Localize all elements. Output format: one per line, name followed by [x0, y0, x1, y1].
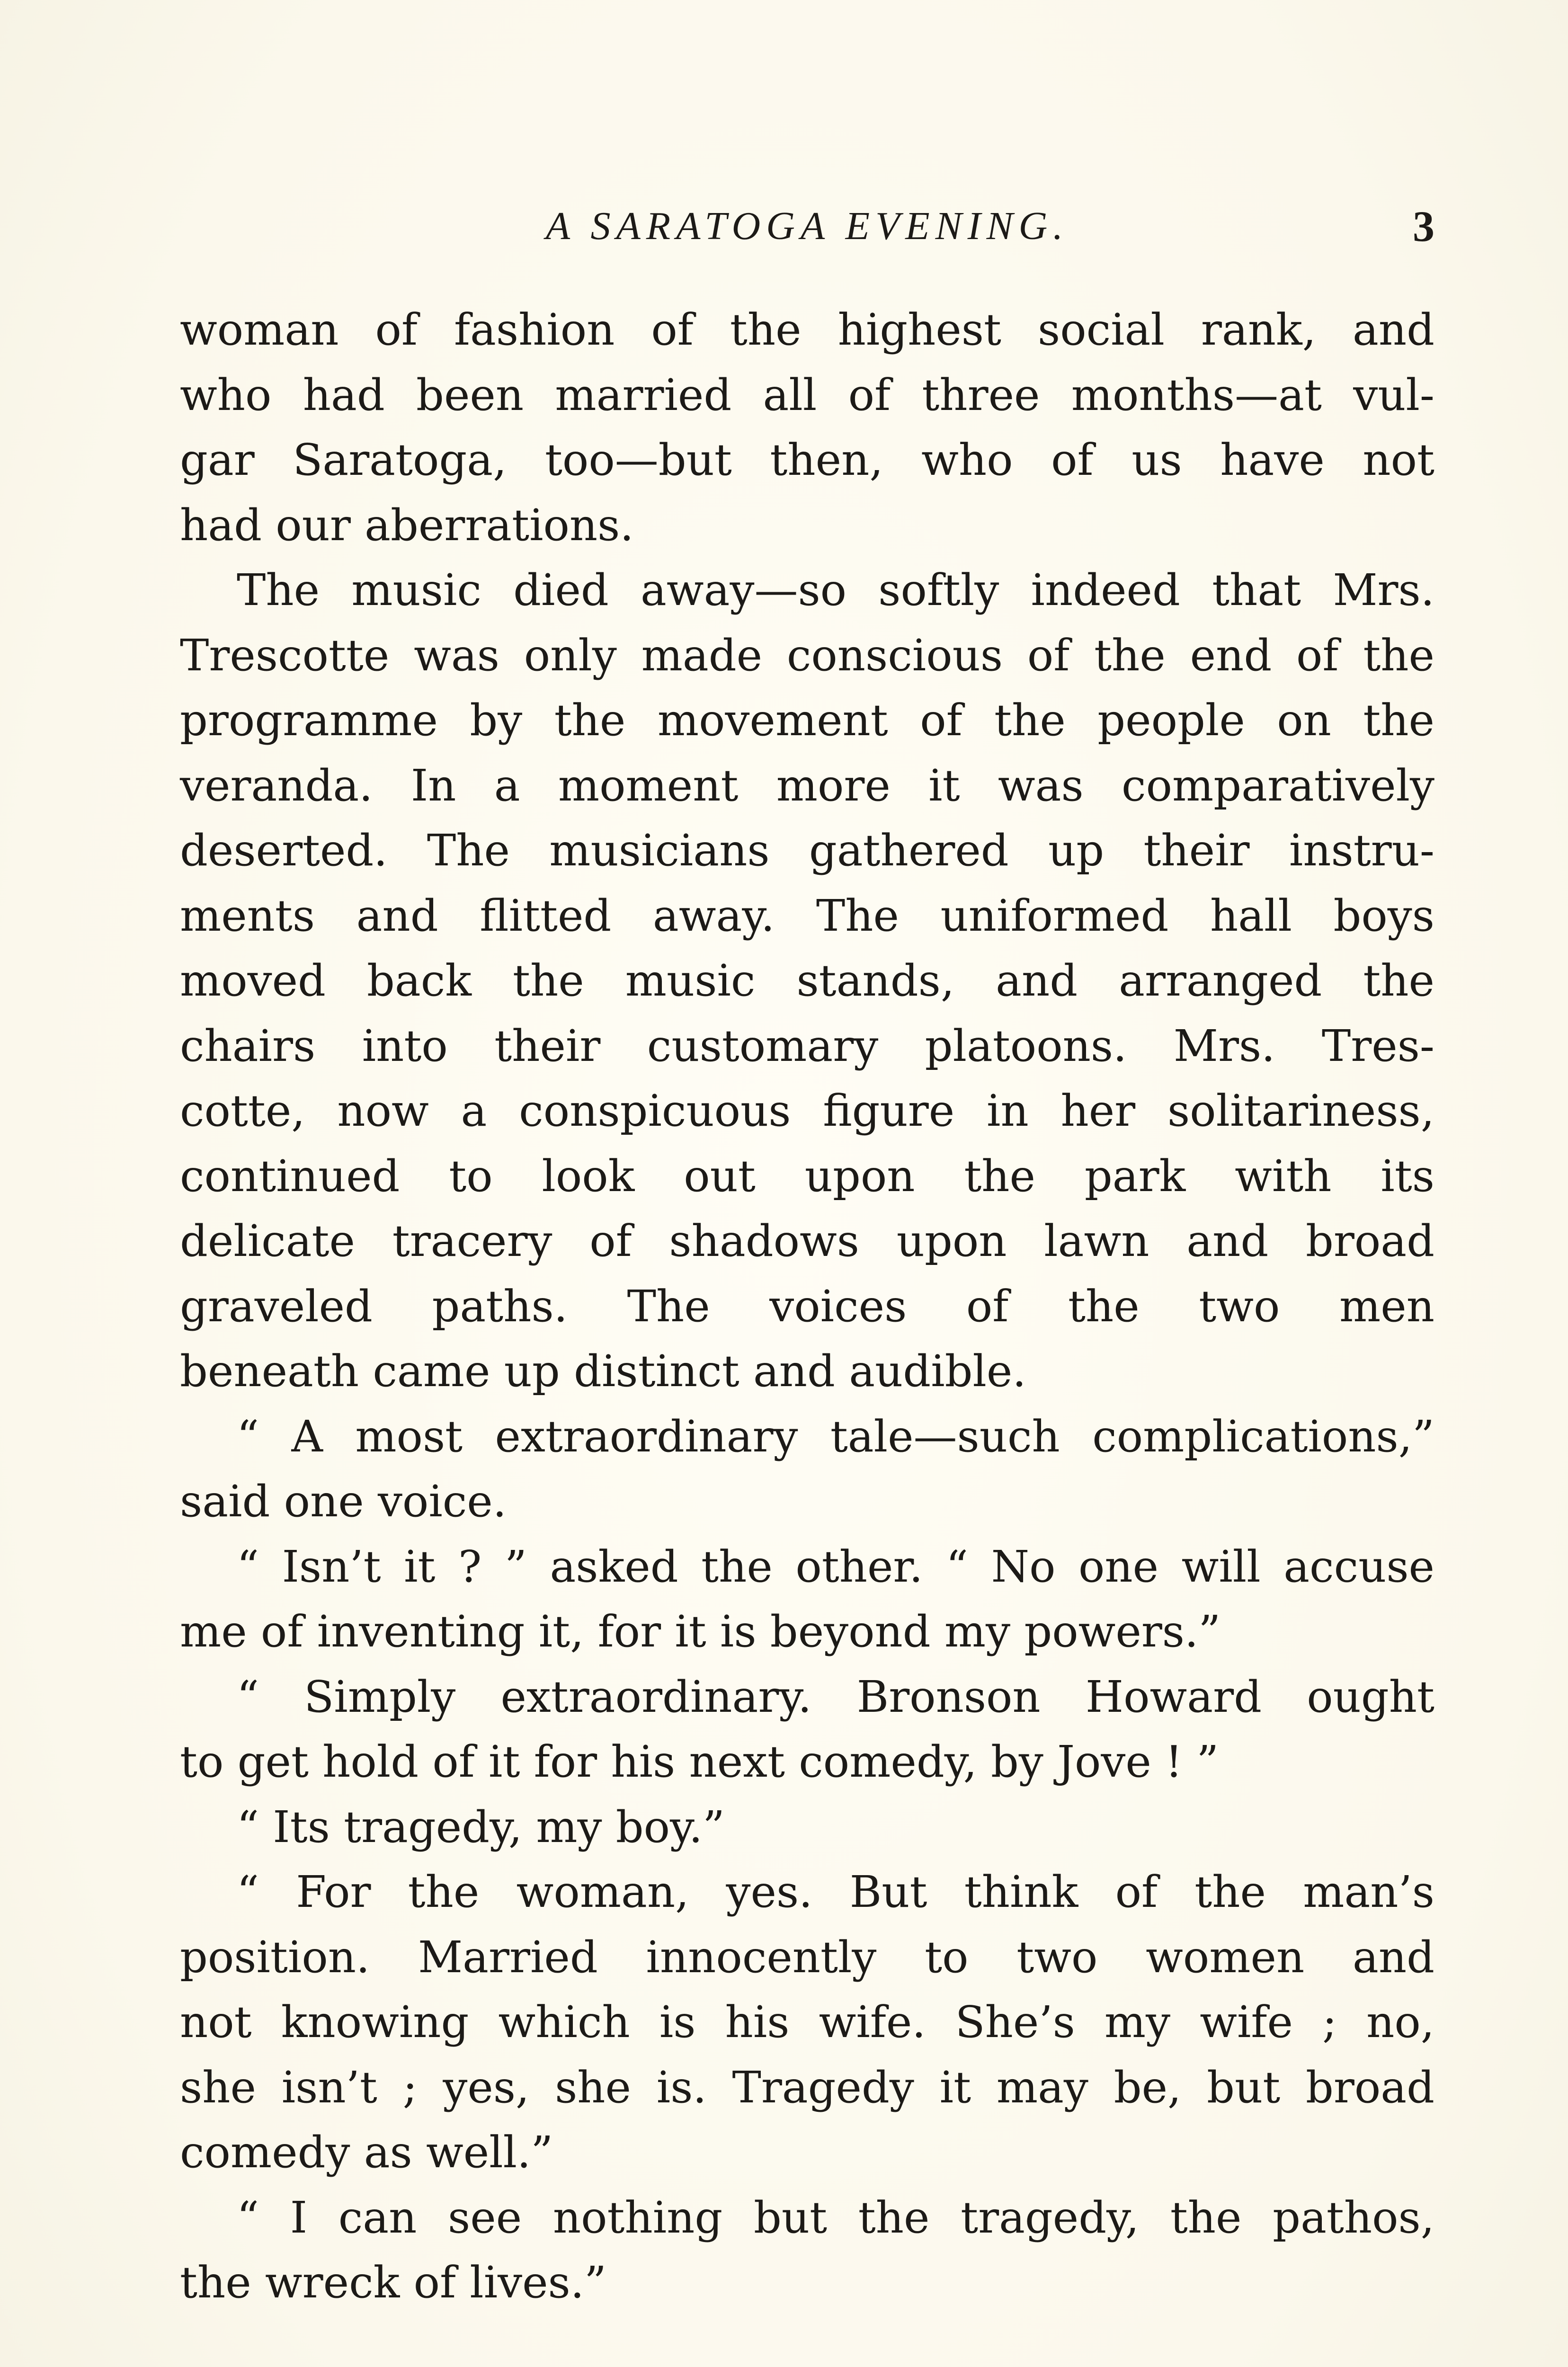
- text-line: who had been married all of three months—at vul-: [180, 369, 1434, 420]
- text-line: moved back the music stands, and arranged the: [180, 955, 1434, 1006]
- body-text: [180, 297, 1434, 2315]
- running-title: A SARATOGA EVENING.: [545, 204, 1069, 248]
- text-line: cotte, now a conspicuous figure in her solitariness,: [180, 1086, 1434, 1136]
- text-line: Trescotte was only made conscious of the end of the: [180, 630, 1434, 681]
- page-number: 3: [1413, 202, 1434, 250]
- text-line: continued to look out upon the park with its: [180, 1150, 1434, 1201]
- text-line: beneath came up distinct and audible.: [180, 1346, 1026, 1397]
- text-line: the wreck of lives.”: [180, 2257, 607, 2308]
- text-line: graveled paths. The voices of the two men: [180, 1281, 1434, 1332]
- text-line: “ Its tragedy, my boy.”: [237, 1801, 725, 1852]
- text-line: The music died away—so softly indeed that Mrs.: [237, 565, 1434, 615]
- text-line: she isn’t ; yes, she is. Tragedy it may be, but broad: [180, 2062, 1434, 2113]
- text-line: position. Married innocently to two women and: [180, 1931, 1434, 1983]
- text-line: woman of fashion of the highest social rank, and: [180, 304, 1434, 355]
- text-line: programme by the movement of the people on the: [180, 695, 1434, 746]
- text-line: gar Saratoga, too—but then, who of us have not: [180, 435, 1434, 485]
- text-line: me of inventing it, for it is beyond my powers.”: [180, 1606, 1221, 1657]
- text-line: “ Simply extraordinary. Bronson Howard ought: [237, 1671, 1434, 1722]
- text-line: chairs into their customary platoons. Mrs. Tres-: [180, 1020, 1434, 1071]
- text-line: ments and flitted away. The uniformed hall boys: [180, 890, 1434, 941]
- text-line: to get hold of it for his next comedy, by Jove ! ”: [180, 1736, 1219, 1787]
- text-line: delicate tracery of shadows upon lawn and broad: [180, 1216, 1434, 1266]
- text-line: comedy as well.”: [180, 2127, 553, 2178]
- text-line: said one voice.: [180, 1476, 507, 1527]
- text-line: “ For the woman, yes. But think of the man’s: [237, 1867, 1434, 1917]
- text-line: “ A most extraordinary tale—such complications,”: [237, 1411, 1434, 1462]
- text-line: not knowing which is his wife. She’s my wife ; no,: [180, 1997, 1434, 2047]
- text-line: “ I can see nothing but the tragedy, the pathos,: [237, 2192, 1434, 2243]
- running-head: [180, 198, 1434, 255]
- text-line: deserted. The musicians gathered up their instru-: [180, 825, 1434, 876]
- text-line: veranda. In a moment more it was comparatively: [180, 760, 1434, 811]
- text-line: “ Isn’t it ? ” asked the other. “ No one will accuse: [237, 1541, 1434, 1592]
- text-line: had our aberrations.: [180, 499, 634, 551]
